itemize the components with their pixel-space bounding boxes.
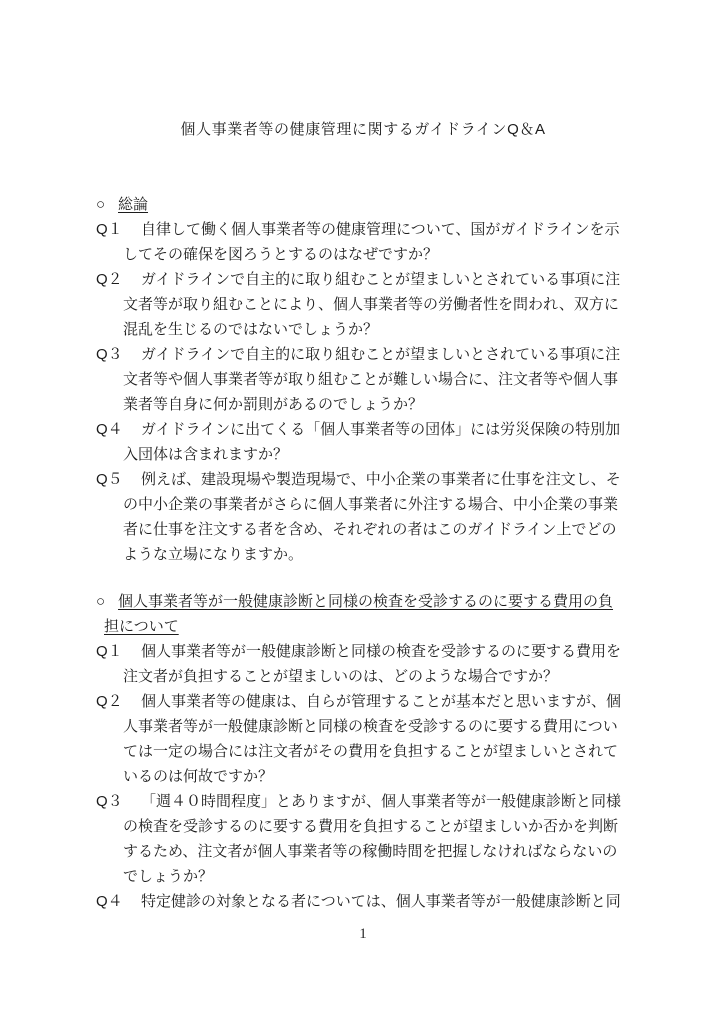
question-text: ガイドラインに出てくる「個人事業者等の団体」には労災保険の特別加 [141,421,621,438]
question-line [96,814,644,839]
document-body [96,192,644,914]
question-text: 混乱を生じるのではないでしょうか？ [123,321,379,338]
question-text: の中小企業の事業者がさらに個人事業者に外注する場合、中小企業の事業 [123,496,619,513]
question-text: の検査を受診するのに要する費用を負担することが望ましいか否かを判断 [123,818,619,835]
question-text: 例えば、建設現場や製造現場で、中小企業の事業者に仕事を注文し、そ [141,471,621,488]
question-text: 文者等が取り組むことにより、個人事業者等の労働者性を問われ、双方に [123,296,619,313]
question-text: 特定健診の対象となる者については、個人事業者等が一般健康診断と同 [141,893,621,910]
question-text: 自律して働く個人事業者等の健康管理について、国がガイドラインを示 [141,221,620,238]
question-text: 注文者が負担することが望ましいのは、どのような場合ですか？ [123,668,559,685]
question-text: でしょうか？ [123,868,214,885]
question-text: 業者等自身に何か罰則があるのでしょうか？ [123,396,424,413]
qa-item [96,267,644,342]
question-line [96,292,644,317]
question-text: 個人事業者等が一般健康診断と同様の検査を受診するのに要する費用を [141,643,622,660]
question-text: ガイドラインで自主的に取り組むことが望ましいとされている事項に注 [141,271,621,288]
question-text: 者に仕事を注文する者を含め、それぞれの者はこのガイドライン上でどの [123,521,617,538]
qa-item [96,217,644,267]
section-heading-line [96,614,644,639]
question-label: Q４ [96,421,123,438]
question-line [96,739,644,764]
question-text: 入団体は含まれますか？ [123,446,289,463]
qa-item [96,789,644,889]
section-heading-text: 担について [104,618,179,635]
qa-item [96,639,644,689]
question-line [96,467,644,492]
question-line [96,689,644,714]
document-title: 個人事業者等の健康管理に関するガイドラインQ＆A [180,121,546,138]
question-line [96,392,644,417]
question-line [96,492,644,517]
question-line [96,242,644,267]
qa-item [96,689,644,789]
question-label: Q１ [96,643,123,660]
question-line [96,889,644,914]
question-text: 文者等や個人事業者等が取り組むことが難しい場合に、注文者等や個人事 [123,371,619,388]
question-text: 個人事業者等の健康は、自らが管理することが基本だと思いますが、個 [141,693,622,710]
question-label: Q３ [96,793,123,810]
section-heading-line [96,589,644,614]
question-line [96,639,644,664]
question-text: するため、注文者が個人事業者等の稼働時間を把握しなければならないの [123,843,618,860]
question-line [96,864,644,889]
question-label: Q５ [96,471,123,488]
question-line [96,839,644,864]
question-line [96,517,644,542]
circle-bullet-icon: ○ [96,196,106,213]
question-line [96,367,644,392]
question-line [96,542,644,567]
question-text: してその確保を図ろうとするのはなぜですか？ [123,246,439,263]
question-line [96,342,644,367]
page-number: 1 [359,926,367,942]
qa-section [96,192,644,567]
question-text: 「週４０時間程度」とありますが、個人事業者等が一般健康診断と同様 [141,793,622,810]
section-heading-line [96,192,644,217]
question-line [96,217,644,242]
question-line [96,267,644,292]
question-text: ガイドラインで自主的に取り組むことが望ましいとされている事項に注 [141,346,621,363]
qa-item [96,889,644,914]
question-line [96,789,644,814]
circle-bullet-icon: ○ [96,593,106,610]
question-label: Q１ [96,221,123,238]
question-line [96,417,644,442]
question-label: Q２ [96,271,123,288]
question-line [96,317,644,342]
question-text: 人事業者等が一般健康診断と同様の検査を受診するのに要する費用につい [123,718,618,735]
question-line [96,764,644,789]
qa-item [96,342,644,417]
question-line [96,442,644,467]
question-label: Q２ [96,693,123,710]
question-label: Q４ [96,893,123,910]
question-line [96,714,644,739]
question-text: ては一定の場合には注文者がその費用を負担することが望ましいとされて [123,743,619,760]
section-heading-text: 総論 [118,196,149,213]
qa-item [96,417,644,467]
question-text: ような立場になりますか。 [123,546,304,563]
section-heading-text: 個人事業者等が一般健康診断と同様の検査を受診するのに要する費用の負 [118,593,614,610]
qa-section [96,589,644,914]
question-text: いるのは何故ですか？ [123,768,274,785]
question-label: Q３ [96,346,123,363]
question-line [96,664,644,689]
qa-item [96,467,644,567]
